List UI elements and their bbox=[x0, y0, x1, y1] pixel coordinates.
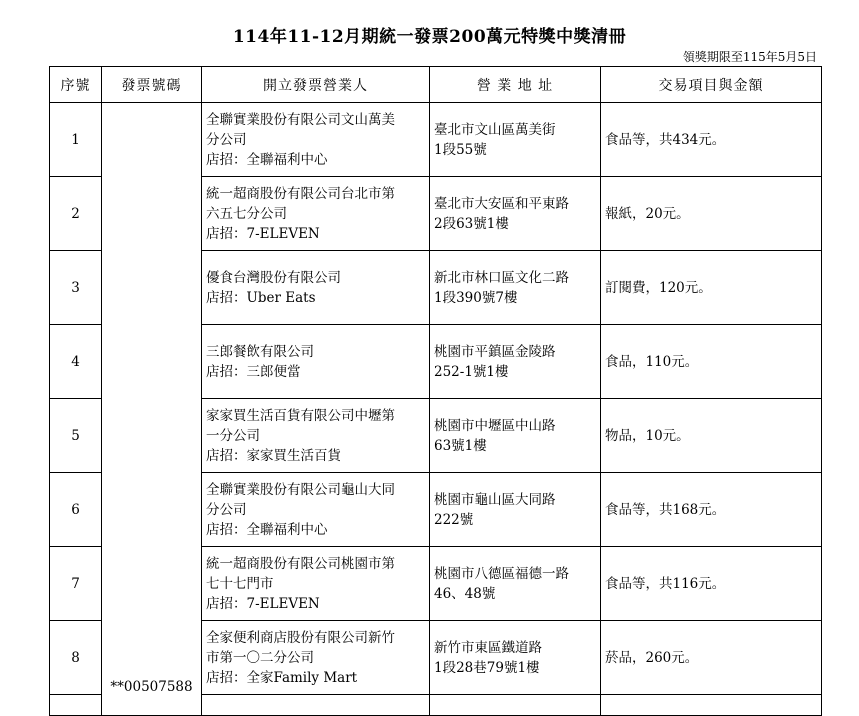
row-seq: 1 bbox=[50, 103, 102, 177]
merchant-line: 店招：7-ELEVEN bbox=[206, 595, 320, 612]
merchant-line: 店招：全聯福利中心 bbox=[206, 521, 328, 538]
row-seq: 8 bbox=[50, 621, 102, 695]
merchant-line: 分公司 bbox=[206, 501, 247, 518]
row-items: 物品，10元。 bbox=[601, 399, 822, 473]
partial-items-cell bbox=[601, 695, 822, 716]
winners-table bbox=[49, 66, 822, 716]
header-invoice-number: 發票號碼 bbox=[102, 67, 202, 103]
merchant-line: 六五七分公司 bbox=[206, 205, 287, 222]
row-merchant bbox=[202, 473, 430, 547]
merchant-line: 全聯實業股份有限公司龜山大同 bbox=[206, 481, 395, 498]
merchant-line: 分公司 bbox=[206, 131, 247, 148]
address-line: 63號1樓 bbox=[434, 437, 487, 454]
row-merchant bbox=[202, 547, 430, 621]
address-line: 252-1號1樓 bbox=[434, 363, 509, 380]
header-items: 交易項目與金額 bbox=[601, 67, 822, 103]
row-address bbox=[430, 325, 601, 399]
row-address bbox=[430, 399, 601, 473]
address-line: 222號 bbox=[434, 511, 474, 528]
merchant-line: 優食台灣股份有限公司 bbox=[206, 269, 341, 286]
row-merchant bbox=[202, 325, 430, 399]
row-items: 食品，110元。 bbox=[601, 325, 822, 399]
address-line: 46、48號 bbox=[434, 585, 496, 602]
invoice-number: **00507588 bbox=[102, 103, 202, 716]
row-address bbox=[430, 621, 601, 695]
row-items: 訂閱費，120元。 bbox=[601, 251, 822, 325]
row-address bbox=[430, 177, 601, 251]
address-line: 1段390號7樓 bbox=[434, 289, 518, 306]
address-line: 新北市林口區文化二路 bbox=[434, 269, 569, 286]
row-seq: 7 bbox=[50, 547, 102, 621]
row-items: 報紙，20元。 bbox=[601, 177, 822, 251]
row-merchant bbox=[202, 103, 430, 177]
header-address: 營 業 地 址 bbox=[430, 67, 601, 103]
row-address bbox=[430, 547, 601, 621]
address-line: 臺北市文山區萬美街 bbox=[434, 121, 556, 138]
merchant-line: 店招：Uber Eats bbox=[206, 289, 316, 306]
partial-address-cell bbox=[430, 695, 601, 716]
row-items: 食品等，共434元。 bbox=[601, 103, 822, 177]
partial-merchant-cell bbox=[202, 695, 430, 716]
address-line: 桃園市八德區福德一路 bbox=[434, 565, 569, 582]
merchant-line: 全聯實業股份有限公司文山萬美 bbox=[206, 111, 395, 128]
claim-deadline: 領獎期限至115年5月5日 bbox=[682, 50, 817, 64]
row-seq: 3 bbox=[50, 251, 102, 325]
row-items: 菸品，260元。 bbox=[601, 621, 822, 695]
row-address bbox=[430, 103, 601, 177]
address-line: 桃園市中壢區中山路 bbox=[434, 417, 556, 434]
address-line: 1段55號 bbox=[434, 141, 487, 158]
address-line: 臺北市大安區和平東路 bbox=[434, 195, 569, 212]
row-address bbox=[430, 251, 601, 325]
merchant-line: 七十七門市 bbox=[206, 575, 274, 592]
merchant-line: 店招：全聯福利中心 bbox=[206, 151, 328, 168]
address-line: 2段63號1樓 bbox=[434, 215, 509, 232]
document-title: 114年11-12月期統一發票200萬元特獎中獎清冊 bbox=[232, 27, 627, 47]
row-merchant bbox=[202, 621, 430, 695]
merchant-line: 店招：家家買生活百貨 bbox=[206, 447, 341, 464]
row-seq: 4 bbox=[50, 325, 102, 399]
row-seq: 5 bbox=[50, 399, 102, 473]
address-line: 新竹市東區鐵道路 bbox=[434, 639, 542, 656]
merchant-line: 店招：三郎便當 bbox=[206, 363, 301, 380]
row-items: 食品等，共116元。 bbox=[601, 547, 822, 621]
row-seq: 2 bbox=[50, 177, 102, 251]
header-merchant: 開立發票營業人 bbox=[202, 67, 430, 103]
address-line: 桃園市龜山區大同路 bbox=[434, 491, 556, 508]
merchant-line: 市第一〇二分公司 bbox=[206, 649, 314, 666]
row-merchant bbox=[202, 251, 430, 325]
merchant-line: 統一超商股份有限公司桃園市第 bbox=[206, 555, 395, 572]
row-address bbox=[430, 473, 601, 547]
row-seq: 6 bbox=[50, 473, 102, 547]
row-merchant bbox=[202, 399, 430, 473]
merchant-line: 店招：全家Family Mart bbox=[206, 669, 358, 686]
table-row bbox=[50, 103, 822, 177]
merchant-line: 一分公司 bbox=[206, 427, 260, 444]
merchant-line: 家家買生活百貨有限公司中壢第 bbox=[206, 407, 395, 424]
table-header-row bbox=[50, 67, 822, 103]
merchant-line: 店招：7-ELEVEN bbox=[206, 225, 320, 242]
table-body bbox=[50, 103, 822, 716]
merchant-line: 三郎餐飲有限公司 bbox=[206, 343, 314, 360]
row-merchant bbox=[202, 177, 430, 251]
partial-seq-cell bbox=[50, 695, 102, 716]
header-seq: 序號 bbox=[50, 67, 102, 103]
merchant-line: 統一超商股份有限公司台北市第 bbox=[206, 185, 395, 202]
merchant-line: 全家便利商店股份有限公司新竹 bbox=[206, 629, 395, 646]
address-line: 1段28巷79號1樓 bbox=[434, 659, 540, 676]
row-items: 食品等，共168元。 bbox=[601, 473, 822, 547]
address-line: 桃園市平鎮區金陵路 bbox=[434, 343, 556, 360]
